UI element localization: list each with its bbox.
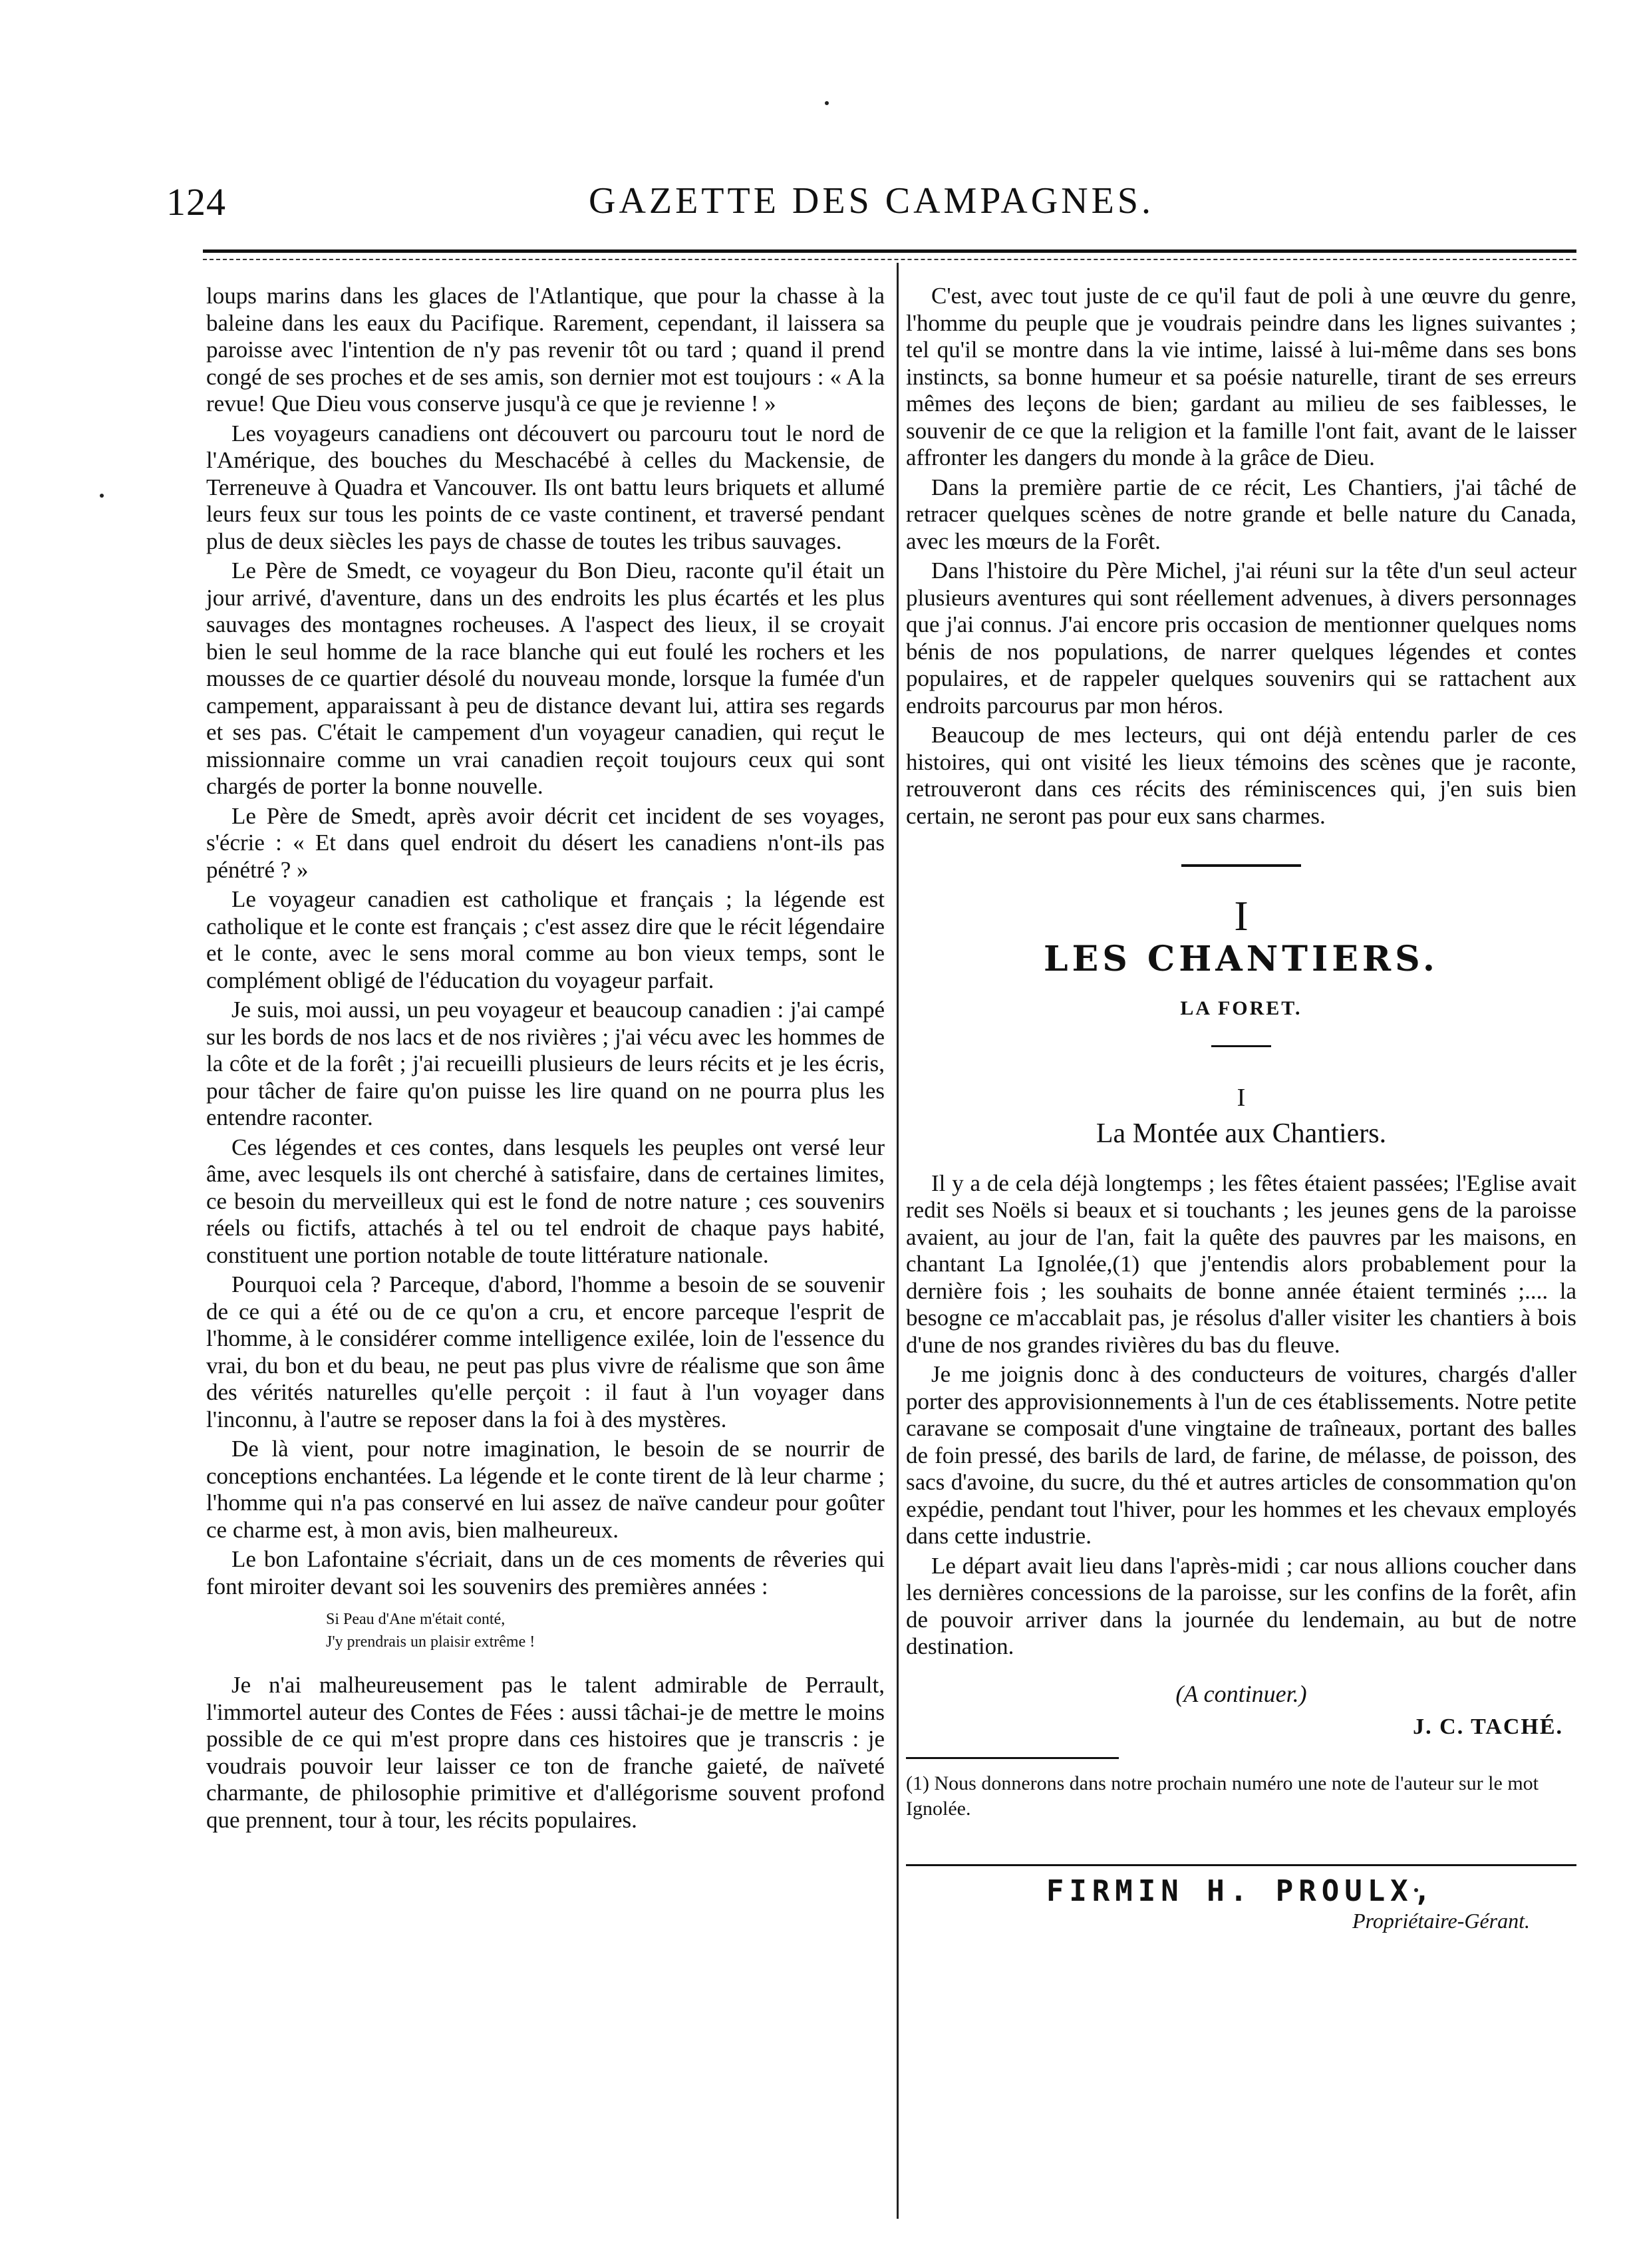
section-separator (1181, 864, 1301, 867)
page-number: 124 (166, 180, 226, 224)
paragraph: De là vient, pour notre imagination, le besoin de se nourrir de conceptions enchantées. La légende et le conte tirent de là leur charme ; l'homme qui n'a pas conservé en lui assez de naïve candeur pour goûter ce charme est, à mon avis, bien malheureux. (206, 1436, 885, 1543)
paragraph: Pourquoi cela ? Parceque, d'abord, l'homme a besoin de se souvenir de ce qui a été ou de ce qu'on a cru, et encore parceque l'esprit de l'homme, à le considérer comme intelligence exilée, loin de l'essence du vrai, du bon et du beau, ne peut pas plus vivre de réalisme que son âme des vérités naturelles qu'elle perçoit : il faut à l'un voyager dans l'inconnu, à l'autre se reposer dans la foi à des mystères. (206, 1271, 885, 1432)
header-rule-dashed (203, 259, 1576, 260)
paragraph: Le Père de Smedt, ce voyageur du Bon Dieu, raconte qu'il était un jour arrivé, d'aventure, dans un des endroits les plus écartés et les plus sauvages des montagnes rocheuses. A l'aspect des lieux, il se croyait bien le seul homme de la race blanche qui eut foulé les rochers et les mousses de ce quartier désolé du nouveau monde, lorsque la fumée d'un campement, apparaissant à peu de distance devant lui, attira ses regards et ses pas. C'était le campement d'un voyageur canadien, qui reçut le missionnaire comme un vrai canadien reçoit toujours ceux qui sont chargés de porter la bonne nouvelle. (206, 558, 885, 799)
header-rule (203, 249, 1576, 253)
print-speck (100, 494, 104, 498)
paragraph: Le bon Lafontaine s'écriait, dans un de ces moments de rêveries qui font miroiter devant soi les souvenirs des premières années : (206, 1546, 885, 1599)
paragraph: Je me joignis donc à des conducteurs de voitures, chargés d'aller porter des approvisionnements à l'un de ces établissements. Notre petite caravane se composait d'une vingtaine de traîneaux, portant des balles de foin pressé, des barils de lard, de farine, de mélasse, de poisson, des sacs d'avoine, du sucre, du thé et autres articles de consommation qu'on expédie, pendant tout l'hiver, pour les hommes et les chevaux employés dans cette industrie. (906, 1361, 1576, 1549)
author-signature: J. C. TACHÉ. (1413, 1714, 1563, 1739)
part-subtitle: LA FORET. (1180, 997, 1302, 1019)
left-column (206, 283, 885, 1836)
paragraph: loups marins dans les glaces de l'Atlantique, que pour la chasse à la baleine dans les eaux du Pacifique. Rarement, cependant, il laissera sa paroisse avec l'intention de n'y pas revenir tôt ou tard ; quand il prend congé de ses proches et de ses amis, son dernier mot est toujours : « A la revue! Que Dieu vous conserve jusqu'à ce que je revienne ! » (206, 283, 885, 416)
chapter-number: I (1237, 1083, 1246, 1112)
footnote: (1) Nous donnerons dans notre prochain numéro une note de l'auteur sur le mot Ignolée. (906, 1772, 1539, 1820)
publisher-role: Propriétaire-Gérant. (1352, 1909, 1530, 1933)
paragraph: Les voyageurs canadiens ont découvert ou parcouru tout le nord de l'Amérique, des bouches du Meschacébé à celles du Mackensie, de Terreneuve à Quadra et Vancouver. Ils ont battu leurs briquets et allumé leurs feux sur tous les points de ce vaste continent, et traversé pendant plus de deux siècles les pays de chasse de toutes les tribus sauvages. (206, 420, 885, 554)
paragraph: C'est, avec tout juste de ce qu'il faut de poli à une œuvre du genre, l'homme du peuple que je voudrais peindre dans les lignes suivantes ; tel qu'il se montre dans la vie intime, laissé à lui-même dans ses bons instincts, sa bonne humeur et sa poésie naturelle, tirant de ses erreurs mêmes des leçons de bien; gardant au milieu de ses faiblesses, le souvenir de ce que la religion et la famille l'ont fait, avant de le laisser affronter les dangers du monde à la grâce de Dieu. (906, 283, 1576, 470)
publisher-name: FIRMIN H. PROULX, (1046, 1873, 1437, 1908)
paragraph: Le Père de Smedt, après avoir décrit cet incident de ses voyages, s'écrie : « Et dans quel endroit du désert les canadiens n'ont-ils pas pénétré ? » (206, 802, 885, 883)
paragraph: Ces légendes et ces contes, dans lesquels les peuples ont versé leur âme, avec lesquels ils ont cherché à satisfaire, dans de certaines limites, ce besoin du merveilleux qui est le fond de notre nature ; ces souvenirs réels ou fictifs, attachés à tel ou tel endroit de chaque pays habité, constituent une portion notable de toute littérature nationale. (206, 1134, 885, 1268)
publisher-rule (906, 1864, 1576, 1866)
part-number: I (1234, 892, 1249, 939)
verse-line: Si Peau d'Ane m'était conté, (326, 1611, 506, 1628)
paragraph: Je suis, moi aussi, un peu voyageur et beaucoup canadien : j'ai campé sur les bords de nos lacs et de nos rivières ; j'ai vécu avec les hommes de la côte et de la forêt ; j'ai recueilli plusieurs de leurs récits et je les écris, pour tâcher de faire qu'on puisse les lire quand on ne pourra plus les entendre raconter. (206, 997, 885, 1130)
part-title: LES CHANTIERS. (1044, 938, 1439, 979)
running-head (166, 174, 1576, 234)
paragraph: Dans la première partie de ce récit, Les Chantiers, j'ai tâché de retracer quelques scènes de notre grande et belle nature du Canada, avec les mœurs de la Forêt. (906, 474, 1576, 554)
paragraph: Je n'ai malheureusement pas le talent admirable de Perrault, l'immortel auteur des Contes de Fées : aussi tâchai-je de mettre le moins possible de ce qui m'est propre dans ces histoires que je transcris : je voudrais pouvoir leur laisser ce ton de franche gaieté, de naïveté charmante, de philosophie primitive et d'allégorisme souvent profond que prennent, tour à tour, les récits populaires. (206, 1672, 885, 1833)
right-column (906, 283, 1576, 1935)
paper-title: GAZETTE DES CAMPAGNES. (589, 180, 1154, 222)
paragraph: Beaucoup de mes lecteurs, qui ont déjà entendu parler de ces histoires, qui ont visité les lieux témoins des scènes que je raconte, retrouveront dans ces récits des réminiscences qui, j'en suis bien certain, ne seront pas pour eux sans charmes. (906, 722, 1576, 829)
chapter-title: La Montée aux Chantiers. (1096, 1118, 1387, 1149)
paragraph: Il y a de cela déjà longtemps ; les fêtes étaient passées; l'Eglise avait redit ses Noëls si beaux et si touchants ; les jeunes gens de la paroisse avaient, au jour de l'an, fait la quête des pauvres par les maisons, en chantant La Ignolée,(1) que j'entendis alors probablement pour la dernière fois ; les souhaits de bonne année étaient terminés ;.... la besogne ce m'accablait pas, je résolus d'aller visiter les chantiers à bois d'une de nos grandes rivières du bas du fleuve. (906, 1170, 1576, 1358)
verse-quote (326, 1608, 885, 1653)
paragraph: Dans l'histoire du Père Michel, j'ai réuni sur la tête d'un seul acteur plusieurs aventures qui sont réellement advenues, à divers personnages que j'ai connus. J'ai encore pris occasion de mentionner quelques noms bénis de nos populations, de narrer quelques légendes et contes populaires, et de rappeler quelques souvenirs qui se rattachent aux endroits parcourus par mon héros. (906, 558, 1576, 719)
paragraph: Le voyageur canadien est catholique et français ; la légende est catholique et le conte est français ; c'est assez dire que le récit légendaire et le conte, avec le sens moral comme au bon vieux temps, sont le complément obligé de l'éducation du voyageur parfait. (206, 886, 885, 993)
column-divider (897, 263, 899, 2219)
print-speck (825, 101, 829, 105)
verse-line: J'y prendrais un plaisir extrême ! (326, 1633, 535, 1651)
to-be-continued: (A continuer.) (1175, 1680, 1307, 1707)
subtitle-rule (1211, 1045, 1271, 1047)
footnote-rule (906, 1757, 1119, 1759)
paragraph: Le départ avait lieu dans l'après-midi ; car nous allions coucher dans les dernières concessions de la paroisse, sur les confins de la forêt, afin de pouvoir arriver dans la journée du lendemain, au but de notre destination. (906, 1552, 1576, 1659)
